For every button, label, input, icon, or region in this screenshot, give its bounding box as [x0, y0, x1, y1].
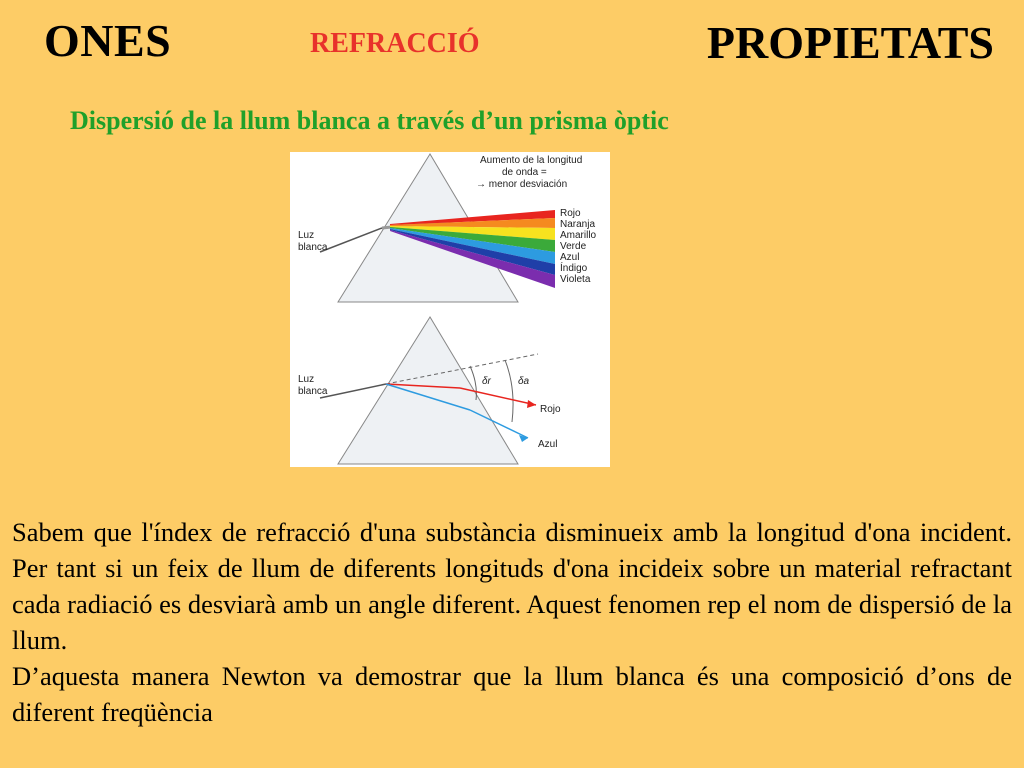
red-ray-label: Rojo	[540, 404, 561, 415]
bottom-prism	[338, 317, 518, 464]
category-title: PROPIETATS	[706, 17, 994, 68]
spectrum-label-red: Rojo	[560, 208, 581, 219]
spectrum-label-yellow: Amarillo	[560, 230, 597, 241]
blue-ray-label: Azul	[538, 439, 558, 450]
section-title: ONES	[44, 15, 172, 66]
white-light-label-bottom-2: blanca	[298, 386, 328, 397]
angle-red-label: δr	[482, 376, 491, 387]
explanation-paragraph-2: D’aquesta manera Newton va demostrar que la llum blanca és una composició d’ons de diferent freqüència	[12, 661, 1012, 727]
spectrum-label-indigo: Índigo	[560, 263, 588, 274]
prism-dispersion-figure	[290, 152, 610, 467]
spectrum-label-green: Verde	[560, 241, 587, 252]
white-light-label-top-2: blanca	[298, 242, 328, 253]
bottom-incident-ray	[320, 384, 386, 398]
white-light-label-top: Luz	[298, 230, 315, 241]
figure-note-line-1: Aumento de la longitud	[480, 155, 583, 166]
figure-note-line-3: → menor desviación	[476, 179, 568, 190]
angle-blue-label: δa	[518, 376, 530, 387]
white-light-label-bottom: Luz	[298, 374, 315, 385]
explanation-text	[12, 514, 1012, 730]
spectrum-label-orange: Naranja	[560, 219, 596, 230]
prism-diagram	[290, 152, 610, 467]
topic-title: REFRACCIÓ	[310, 28, 480, 59]
slide-subtitle: Dispersió de la llum blanca a través d’un prisma òptic	[70, 106, 669, 135]
spectrum-label-blue: Azul	[560, 252, 580, 263]
figure-note-line-2: de onda =	[502, 167, 547, 178]
explanation-paragraph-1: Sabem que l'índex de refracció d'una substància disminueix amb la longitud d'ona incident. Per tant si un feix de llum de diferents longituds d'ona incideix sobre un material refractant cada radiació es desviarà amb un angle diferent. Aquest fenomen rep el nom de dispersió de la llum.	[12, 517, 1012, 655]
spectrum-label-violet: Violeta	[560, 274, 591, 285]
